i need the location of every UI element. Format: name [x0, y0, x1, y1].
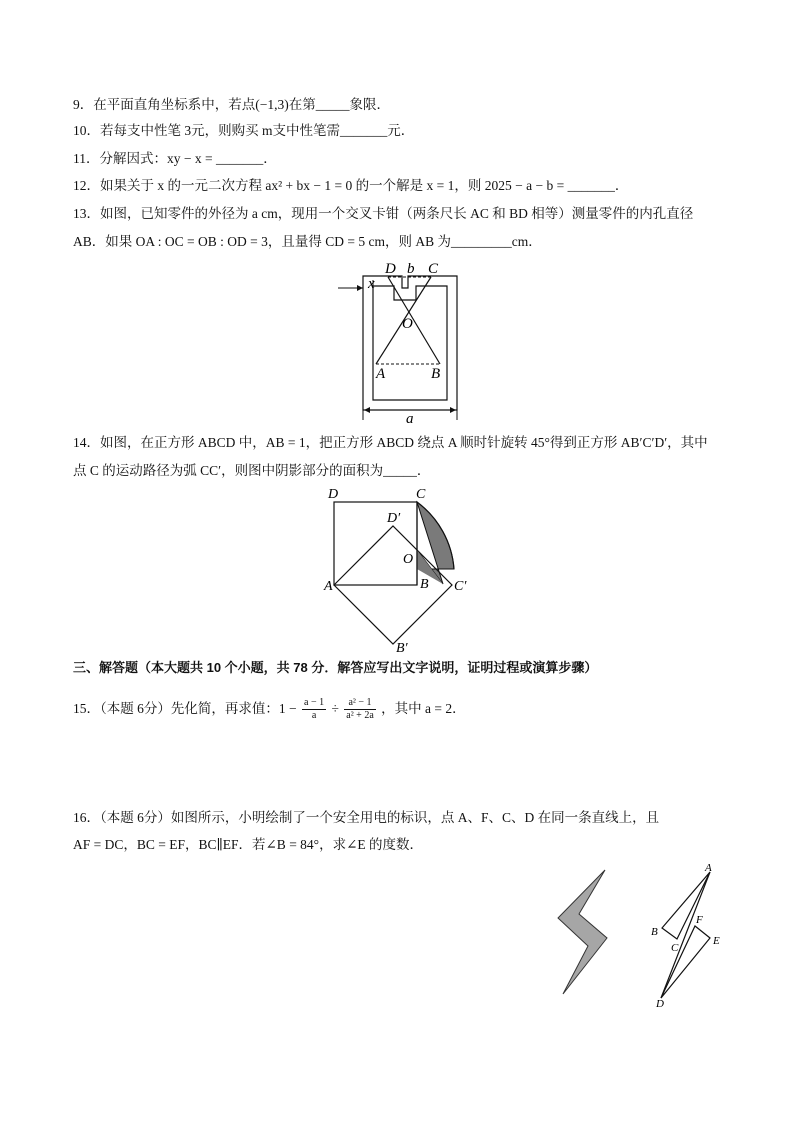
fig13-label-O: O: [402, 316, 413, 332]
section-3-heading: [73, 658, 597, 678]
fig14-label-A: A: [324, 579, 333, 594]
fig13-label-D: D: [385, 261, 396, 277]
question-16-text-2: AF = DC，BC = EF，BC∥EF．若∠B = 84°，求∠E 的度数．: [73, 837, 424, 852]
section-3-text: 三、解答题（本大题共 10 个小题，共 78 分．解答应写出文字说明，证明过程或演算步骤）: [73, 660, 598, 675]
fig16-label-E: E: [713, 935, 720, 947]
question-12: [73, 176, 628, 196]
question-15-fraction-2: [344, 697, 376, 722]
fig13-label-a: a: [406, 411, 414, 423]
question-15: [73, 694, 466, 724]
question-11-text: 11．分解因式：xy − x = _______．: [73, 151, 277, 166]
fig16-label-D: D: [656, 998, 664, 1010]
question-15-suffix: ，其中 a = 2．: [381, 701, 466, 716]
fig14-label-C: C: [416, 487, 426, 502]
fig14-label-Bprime: B′: [396, 641, 408, 656]
question-16-text-1: 16．（本题 6分）如图所示，小明绘制了一个安全用电的标识，点 A、F、C、D 在同一条直线上，且: [73, 810, 660, 825]
fraction-1-denominator: a: [311, 710, 317, 722]
question-16-line-2: [73, 835, 423, 855]
fig16-label-B: B: [651, 926, 658, 938]
question-13-line-2: [73, 232, 542, 252]
fig13-label-C: C: [428, 261, 439, 277]
question-14-line-2: [73, 461, 430, 481]
question-11: [73, 149, 277, 169]
figure-14-rotated-squares: [320, 484, 480, 656]
question-15-prefix: 15．（本题 6分）先化简，再求值：1 −: [73, 701, 297, 716]
question-14-line-1: [73, 433, 708, 453]
question-10: [73, 121, 414, 141]
fig14-label-O: O: [403, 552, 414, 567]
figure-16-geometry: [645, 860, 730, 1010]
fig14-label-Dprime: D′: [387, 511, 401, 526]
question-9: [73, 95, 390, 115]
division-sign: ÷: [331, 701, 339, 716]
fig13-label-A: A: [376, 366, 386, 382]
fig13-label-b: b: [407, 261, 415, 277]
question-15-fraction-1: [302, 697, 326, 722]
question-14-text-2: 点 C 的运动路径为弧 CC′，则图中阴影部分的面积为_____．: [73, 463, 431, 478]
fig16-label-A: A: [705, 862, 712, 874]
question-13-text-2: AB．如果 OA : OC = OB : OD = 3，且量得 CD = 5 cm，则 AB 为_________cm．: [73, 234, 542, 249]
fraction-2-denominator: a² + 2a: [346, 710, 374, 722]
fig14-label-Cprime: C′: [454, 579, 467, 594]
fig13-label-x: x: [368, 276, 375, 292]
question-14-text-1: 14．如图，在正方形 ABCD 中，AB = 1，把正方形 ABCD 绕点 A 顺时针旋转 45°得到正方形 AB′C′D′，其中: [73, 435, 708, 450]
question-13-text-1: 13．如图，已知零件的外径为 a cm，现用一个交叉卡钳（两条尺长 AC 和 BD 相等）测量零件的内孔直径: [73, 206, 694, 221]
question-12-text: 12．如果关于 x 的一元二次方程 ax² + bx − 1 = 0 的一个解是 x = 1，则 2025 − a − b = _______．: [73, 178, 629, 193]
fig14-label-B: B: [420, 577, 429, 592]
fig16-label-F: F: [696, 914, 703, 926]
fig13-label-B: B: [431, 366, 441, 382]
figure-16-lightning-bolt-icon: [550, 866, 620, 998]
question-16-line-1: [73, 808, 659, 828]
fig16-label-C: C: [671, 942, 679, 954]
question-13-line-1: [73, 204, 693, 224]
fig14-label-D: D: [328, 487, 339, 502]
question-10-text: 10．若每支中性笔 3元，则购买 m支中性笔需_______元．: [73, 123, 415, 138]
fraction-1-numerator: a − 1: [304, 697, 325, 709]
fraction-2-numerator: a² − 1: [344, 697, 376, 710]
figure-13-caliper: [330, 258, 470, 423]
question-9-text: 9．在平面直角坐标系中，若点(−1,3)在第_____象限．: [73, 97, 390, 112]
